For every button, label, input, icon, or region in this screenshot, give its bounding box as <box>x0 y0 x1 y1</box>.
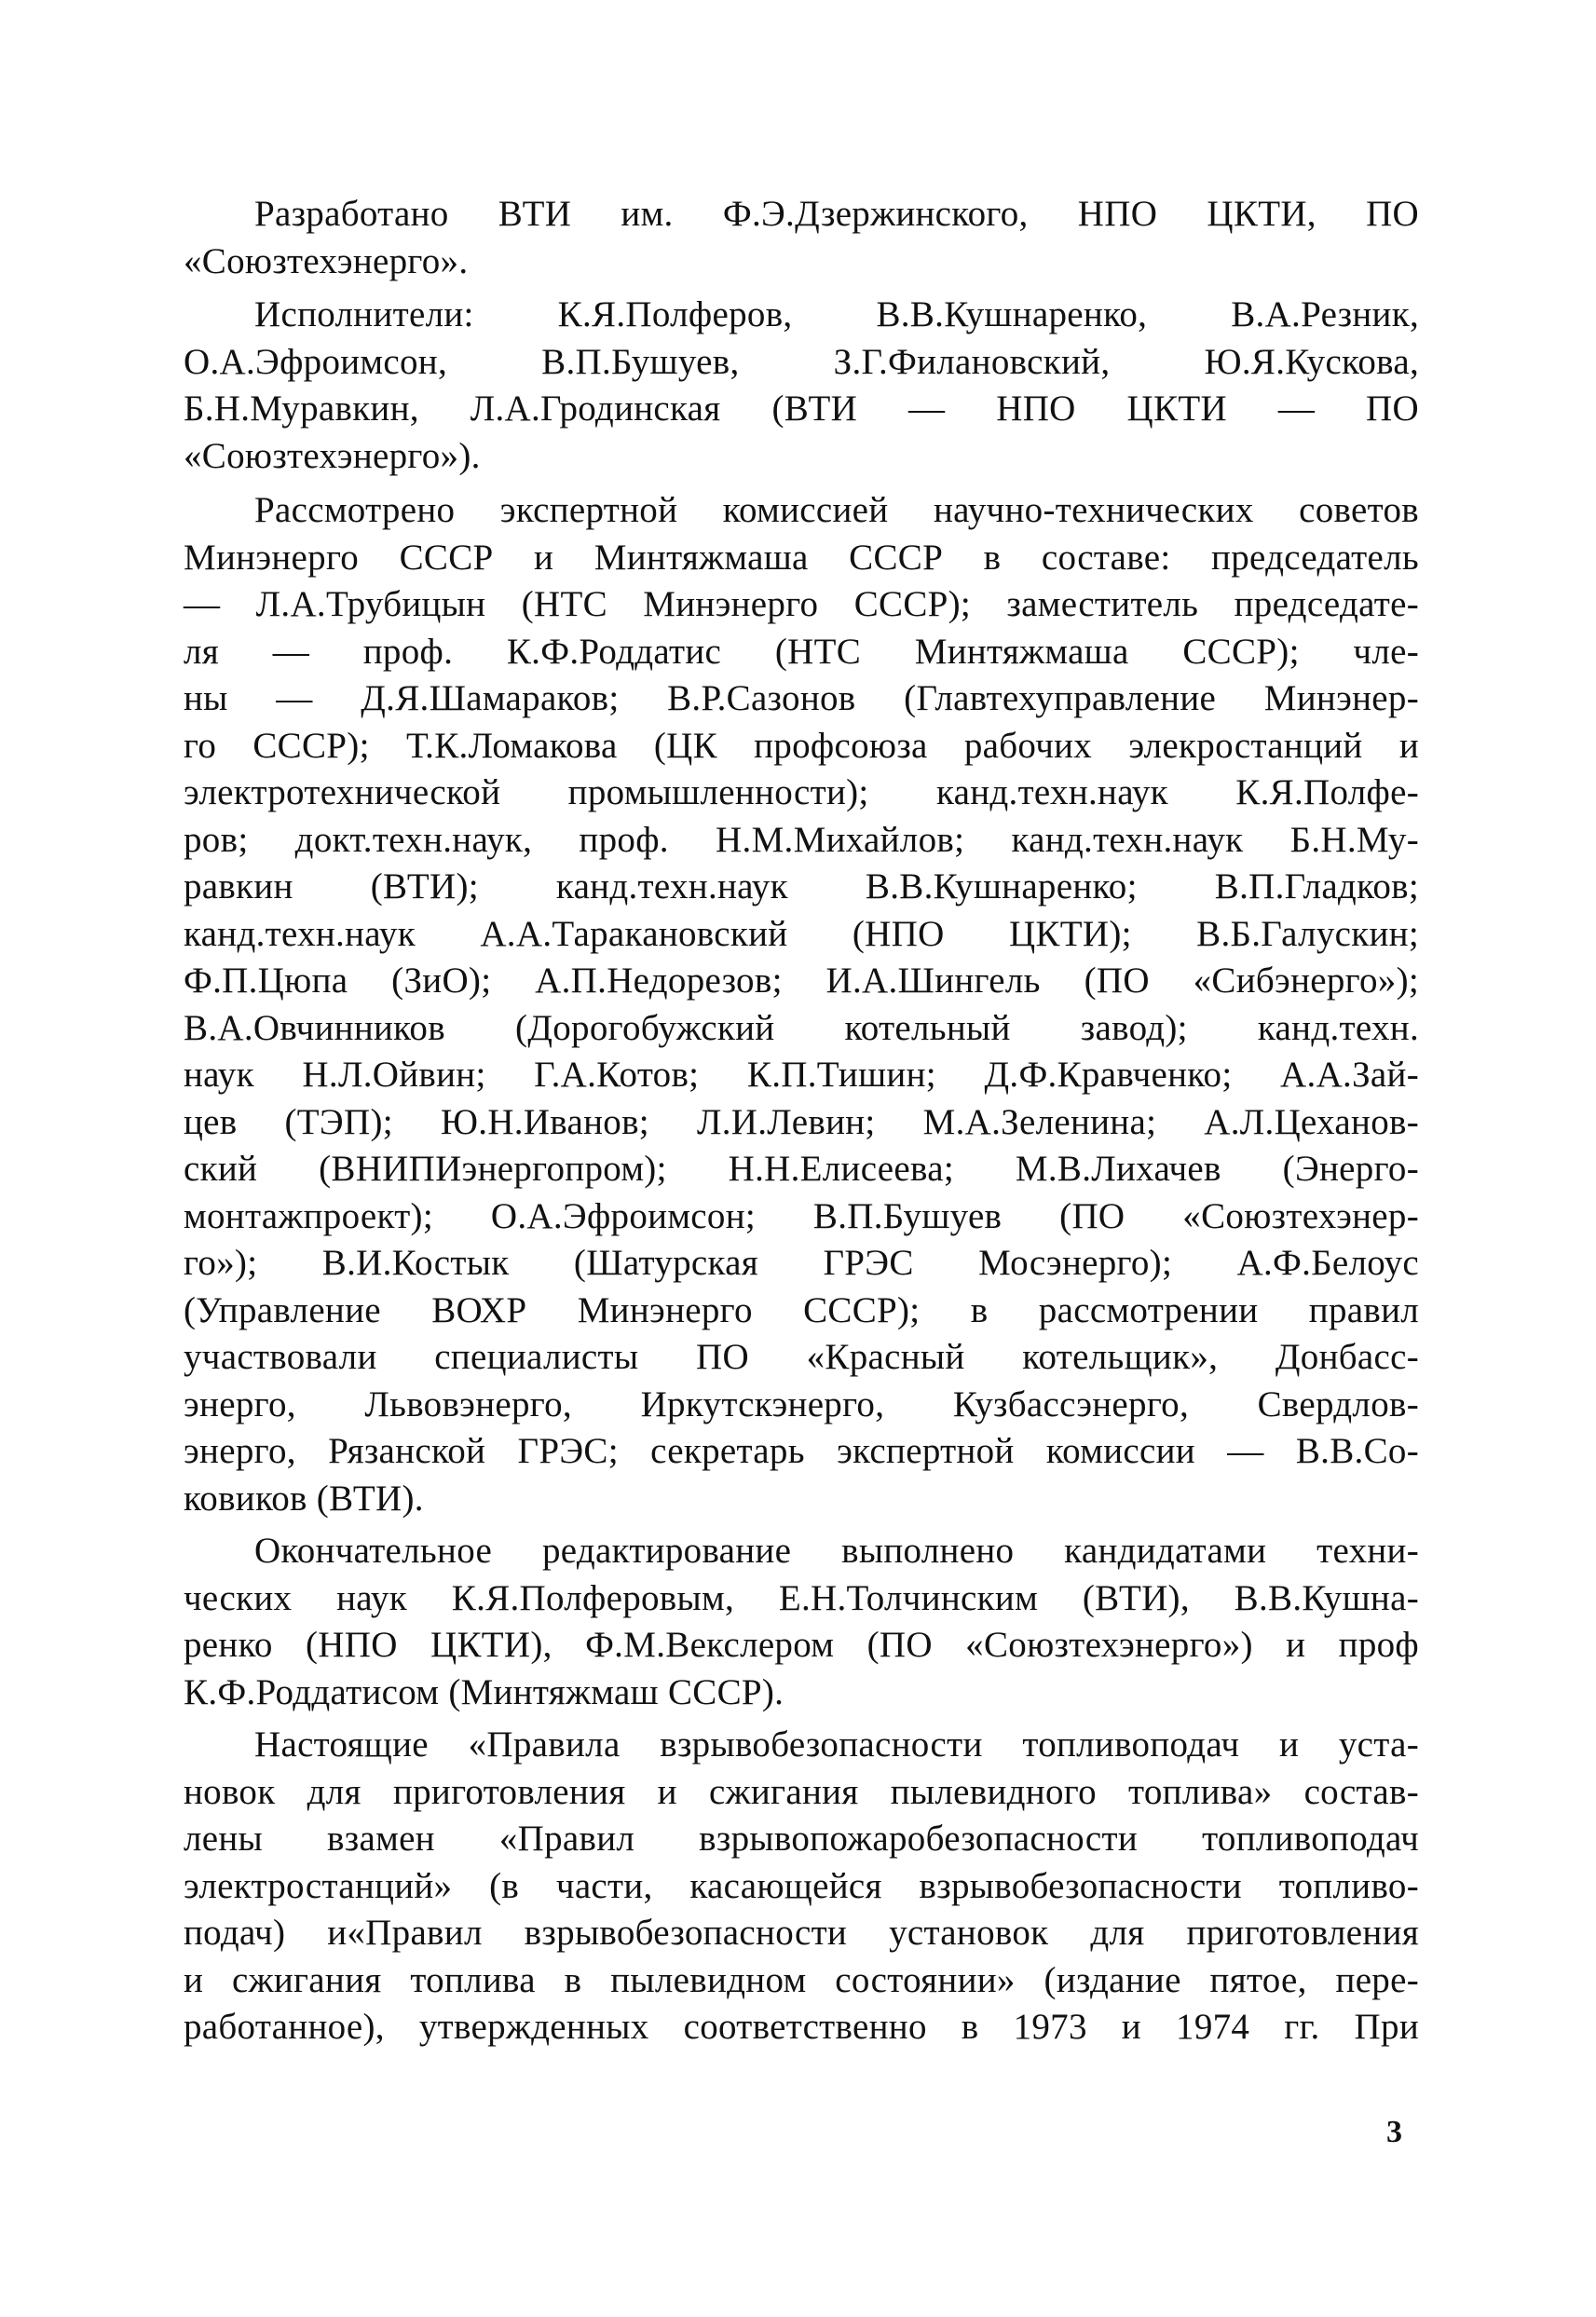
text-line: новок для приготовления и сжигания пылевидного топлива» состав- <box>184 1771 1419 1812</box>
text-line: работанное), утвержденных соответственно в 1973 и 1974 гг. При <box>184 2007 1419 2047</box>
text-line: Минэнерго СССР и Минтяжмаша СССР в составе: председатель <box>184 537 1419 578</box>
text-line: и сжигания топлива в пылевидном состоянии» (издание пятое, пере- <box>184 1959 1419 2000</box>
paragraph-reviewed <box>184 487 1419 1522</box>
text-line: энерго, Рязанской ГРЭС; секретарь экспертной комиссии — В.В.Со- <box>184 1431 1419 1471</box>
text-line: ля — проф. К.Ф.Роддатис (НТС Минтяжмаша СССР); чле- <box>184 631 1419 672</box>
text-line: равкин (ВТИ); канд.техн.наук В.В.Кушнаренко; В.П.Гладков; <box>184 866 1419 906</box>
text-line: Исполнители: К.Я.Полферов, В.В.Кушнаренко, В.А.Резник, <box>254 294 1419 334</box>
text-line: ковиков (ВТИ). <box>184 1478 424 1519</box>
text-line: электротехнической промышленности); канд.техн.наук К.Я.Полфе- <box>184 772 1419 812</box>
text-line: Разработано ВТИ им. Ф.Э.Дзержинского, НПО ЦКТИ, ПО <box>254 194 1419 234</box>
text-line: Настоящие «Правила взрывобезопасности топливоподач и уста- <box>254 1724 1419 1765</box>
text-line: канд.техн.наук А.А.Таракановский (НПО ЦКТИ); В.Б.Галускин; <box>184 913 1419 954</box>
text-line: цев (ТЭП); Ю.Н.Иванов; Л.И.Левин; М.А.Зеленина; А.Л.Цеханов- <box>184 1101 1419 1142</box>
text-line: ны — Д.Я.Шамараков; В.Р.Сазонов (Главтехуправление Минэнер- <box>184 678 1419 718</box>
text-line: Окончательное редактирование выполнено кандидатами техни- <box>254 1531 1419 1571</box>
text-line: подач) и«Правил взрывобезопасности установок для приготовления <box>184 1913 1419 1953</box>
text-line: Рассмотрено экспертной комиссией научно-технических советов <box>254 490 1419 530</box>
text-line: К.Ф.Роддатисом (Минтяжмаш СССР). <box>184 1671 784 1712</box>
text-line: «Союзтехэнерго»). <box>184 435 481 476</box>
text-line: Б.Н.Муравкин, Л.А.Гродинская (ВТИ — НПО ЦКТИ — ПО <box>184 388 1419 429</box>
text-line: (Управление ВОХР Минэнерго СССР); в рассмотрении правил <box>184 1289 1419 1330</box>
paragraph-final-editing <box>184 1528 1419 1716</box>
text-line: ский (ВНИПИэнергопром); Н.Н.Елисеева; М.В.Лихачев (Энерго- <box>184 1149 1419 1189</box>
text-line: О.А.Эфроимсон, В.П.Бушуев, З.Г.Филановский, Ю.Я.Кускова, <box>184 341 1419 382</box>
text-line: В.А.Овчинников (Дорогобужский котельный завод); канд.техн. <box>184 1007 1419 1048</box>
paragraph-present-rules <box>184 1722 1419 2051</box>
paragraph-developed-by <box>184 191 1419 285</box>
text-line: ренко (НПО ЦКТИ), Ф.М.Векслером (ПО «Союзтехэнерго») и проф <box>184 1625 1419 1665</box>
text-line: монтажпроект); О.А.Эфроимсон; В.П.Бушуев (ПО «Союзтехэнер- <box>184 1195 1419 1236</box>
text-line: — Л.А.Трубицын (НТС Минэнерго СССР); заместитель председате- <box>184 584 1419 624</box>
text-line: ров; докт.техн.наук, проф. Н.М.Михайлов; канд.техн.наук Б.Н.Му- <box>184 819 1419 860</box>
text-line: го»); В.И.Костык (Шатурская ГРЭС Мосэнерго); А.Ф.Белоус <box>184 1243 1419 1283</box>
text-line: ческих наук К.Я.Полферовым, Е.Н.Толчинским (ВТИ), В.В.Кушна- <box>184 1577 1419 1618</box>
text-line: «Союзтехэнерго». <box>184 240 469 281</box>
text-line: наук Н.Л.Ойвин; Г.А.Котов; К.П.Тишин; Д.Ф.Кравченко; А.А.Зай- <box>184 1055 1419 1095</box>
paragraph-executors <box>184 292 1419 480</box>
text-line: го СССР); Т.К.Ломакова (ЦК профсоюза рабочих элекростанций и <box>184 725 1419 766</box>
text-line: лены взамен «Правил взрывопожаробезопасности топливоподач <box>184 1819 1419 1859</box>
text-line: электростанций» (в части, касающейся взрывобезопасности топливо- <box>184 1865 1419 1906</box>
text-line: Ф.П.Цюпа (ЗиО); А.П.Недорезов; И.А.Шингель (ПО «Сибэнерго»); <box>184 961 1419 1001</box>
text-line: участвовали специалисты ПО «Красный котельщик», Донбасс- <box>184 1337 1419 1377</box>
page-number: 3 <box>1386 2115 1402 2149</box>
text-line: энерго, Львовэнерго, Иркутскэнерго, Кузбассэнерго, Свердлов- <box>184 1383 1419 1424</box>
